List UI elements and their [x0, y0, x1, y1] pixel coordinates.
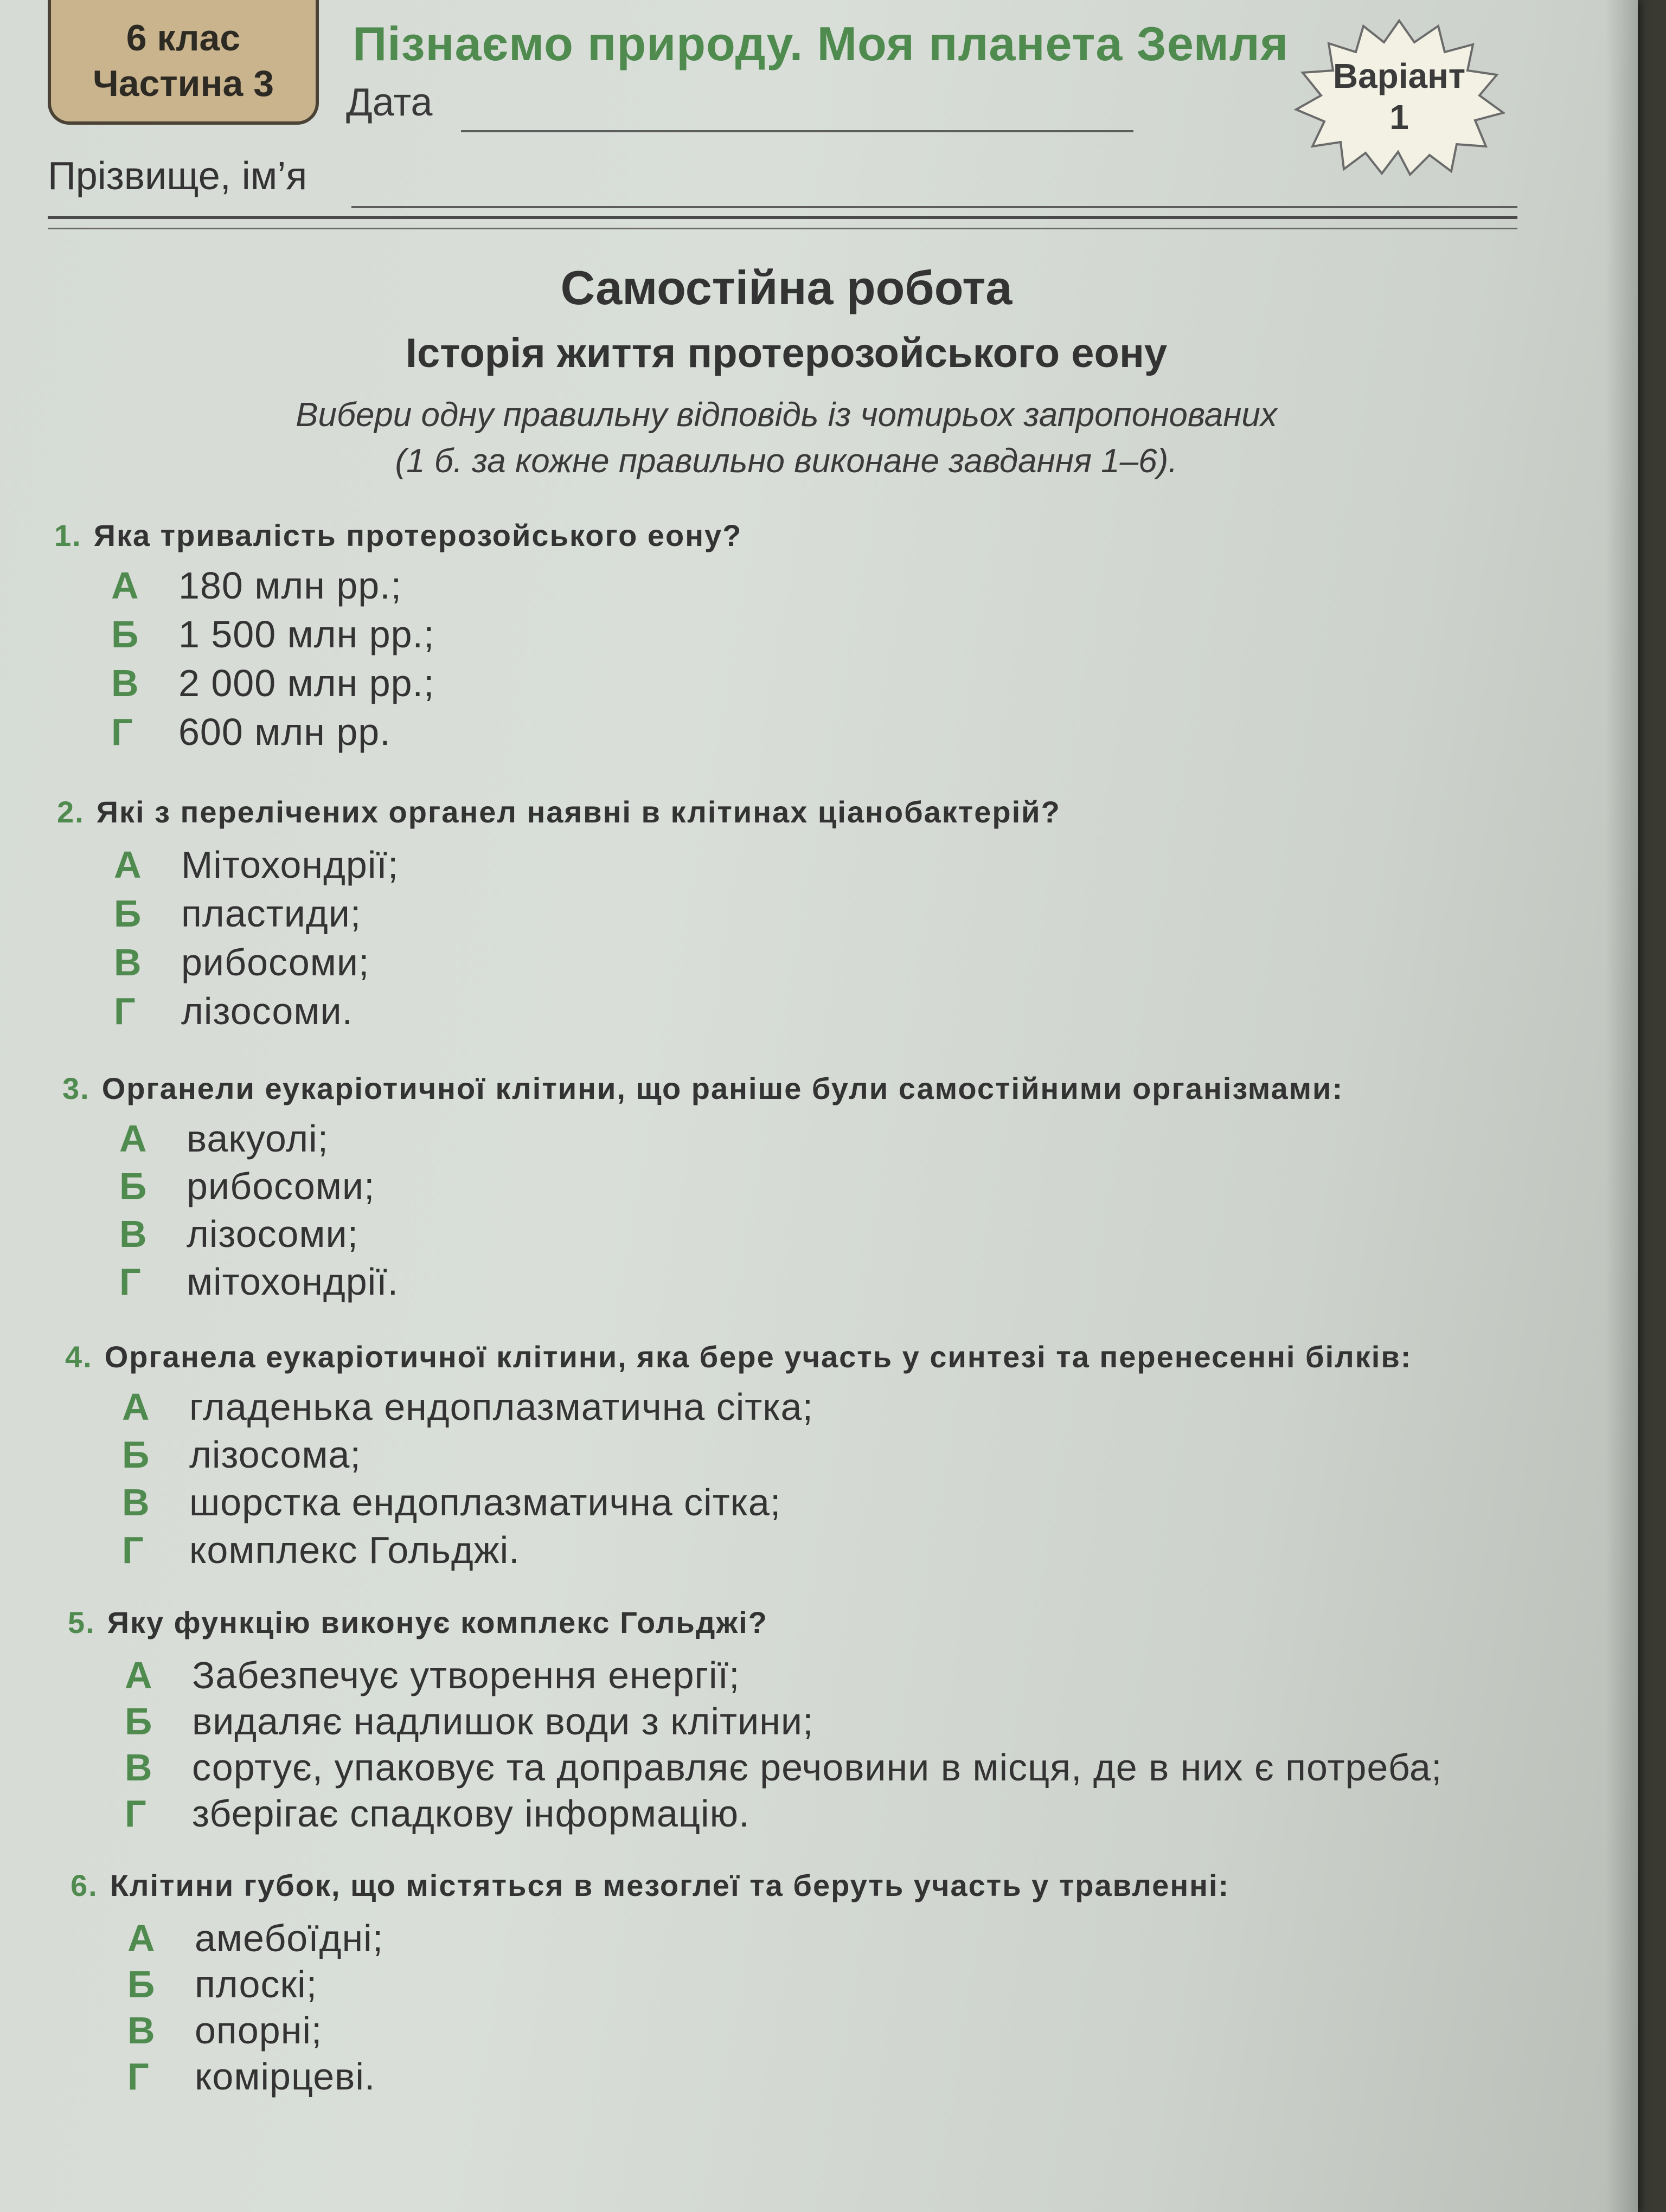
question-6 — [71, 1868, 1229, 1903]
page-subtitle: Історія життя протерозойського еону — [405, 330, 1168, 376]
question-text: Клітини губок, що містяться в мезоглеї та беруть участь у травленні: — [110, 1868, 1230, 1902]
option-text: опорні; — [195, 2009, 323, 2052]
page-title: Самостійна робота — [560, 261, 1013, 314]
name-field[interactable] — [351, 206, 1517, 208]
question-number: 5. — [68, 1605, 95, 1639]
option-5a[interactable] — [125, 1654, 740, 1697]
option-text: комірцеві. — [195, 2055, 376, 2098]
instructions-line-2: (1 б. за кожне правильно виконане завдання 1–6). — [395, 442, 1178, 480]
option-letter: Г — [114, 990, 136, 1032]
option-letter: А — [122, 1386, 150, 1428]
question-text: Яку функцію виконує комплекс Гольджі? — [107, 1605, 768, 1639]
option-text: Забезпечує утворення енергії; — [192, 1654, 740, 1696]
option-letter: Б — [125, 1700, 152, 1742]
option-letter: Б — [122, 1433, 150, 1476]
grade-badge — [48, 0, 319, 125]
option-3d[interactable] — [119, 1260, 399, 1303]
option-text: рибосоми; — [187, 1165, 375, 1207]
option-text: гладенька ендоплазматична сітка; — [189, 1386, 813, 1428]
option-5d[interactable] — [125, 1792, 750, 1835]
option-2b[interactable] — [114, 892, 361, 935]
option-text: рибосоми; — [181, 941, 370, 983]
option-2c[interactable] — [114, 941, 369, 984]
option-4d[interactable] — [122, 1528, 520, 1572]
question-number: 2. — [57, 795, 85, 829]
option-text: амебоїдні; — [195, 1917, 384, 1959]
option-letter: Б — [114, 892, 142, 935]
page-edge-shadow — [1605, 0, 1638, 2212]
option-letter: А — [119, 1117, 147, 1160]
option-text: мітохондрії. — [187, 1261, 399, 1303]
option-letter: В — [111, 662, 139, 704]
option-2a[interactable] — [114, 843, 399, 886]
option-6c[interactable] — [127, 2009, 322, 2052]
option-6a[interactable] — [127, 1917, 383, 1960]
question-text: Яка тривалість протерозойського еону? — [93, 518, 742, 552]
option-text: 1 500 млн рр.; — [178, 613, 435, 655]
option-letter: В — [122, 1481, 150, 1523]
question-text: Органела еукаріотичної клітини, яка бере участь у синтезі та перенесенні білків: — [104, 1340, 1412, 1374]
variant-number: 1 — [1389, 98, 1409, 137]
date-field[interactable] — [461, 130, 1133, 132]
variant-label: Варіант — [1332, 56, 1466, 95]
date-label: Дата — [346, 81, 433, 124]
question-5 — [68, 1605, 768, 1640]
option-text: сортує, упаковує та доправляє речовини в місця, де в них є потреба; — [192, 1746, 1443, 1789]
question-4 — [65, 1339, 1412, 1374]
option-text: лізосоми; — [187, 1213, 359, 1255]
header-divider — [48, 216, 1517, 219]
header-divider-thin — [48, 228, 1517, 229]
option-letter: А — [111, 564, 139, 607]
option-1c[interactable] — [111, 661, 434, 705]
option-letter: В — [125, 1746, 152, 1789]
option-text: 600 млн рр. — [178, 711, 391, 753]
option-letter: Б — [119, 1165, 147, 1207]
option-text: 180 млн рр.; — [178, 564, 402, 607]
option-letter: А — [127, 1917, 155, 1959]
question-number: 1. — [54, 518, 82, 552]
option-3b[interactable] — [119, 1165, 375, 1208]
option-5b[interactable] — [125, 1700, 813, 1743]
option-6d[interactable] — [127, 2055, 375, 2098]
option-letter: Г — [119, 1261, 141, 1303]
option-text: вакуолі; — [187, 1117, 329, 1160]
option-text: шорстка ендоплазматична сітка; — [189, 1481, 781, 1523]
course-title: Пізнаємо природу. Моя планета Земля — [353, 17, 1289, 70]
option-1b[interactable] — [111, 613, 434, 656]
option-letter: Г — [122, 1529, 144, 1571]
option-letter: В — [119, 1213, 147, 1255]
grade-label: 6 клас — [126, 17, 241, 59]
question-3 — [62, 1071, 1343, 1106]
variant-badge — [1291, 16, 1508, 179]
option-text: зберігає спадкову інформацію. — [192, 1792, 750, 1835]
question-number: 4. — [65, 1340, 93, 1374]
question-number: 3. — [62, 1071, 90, 1105]
option-letter: Б — [111, 613, 139, 655]
instructions-line-1: Вибери одну правильну відповідь із чотирьох запропонованих — [296, 396, 1277, 434]
question-text: Які з перелічених органел наявні в клітинах ціанобактерій? — [96, 795, 1061, 829]
option-4b[interactable] — [122, 1433, 361, 1476]
option-3c[interactable] — [119, 1212, 358, 1256]
option-letter: Г — [125, 1792, 146, 1835]
option-letter: В — [127, 2009, 155, 2052]
option-text: видаляє надлишок води з клітини; — [192, 1700, 814, 1742]
option-2d[interactable] — [114, 989, 353, 1033]
question-text: Органели еукаріотичної клітини, що раніше були самостійними організмами: — [101, 1071, 1344, 1105]
option-4c[interactable] — [122, 1481, 781, 1524]
option-letter: А — [114, 844, 142, 886]
part-label: Частина 3 — [92, 63, 274, 104]
question-number: 6. — [71, 1868, 98, 1902]
option-text: лізосома; — [189, 1433, 361, 1476]
option-letter: А — [125, 1654, 152, 1696]
option-1d[interactable] — [111, 710, 391, 754]
option-3a[interactable] — [119, 1117, 329, 1160]
option-text: плоскі; — [195, 1963, 318, 2005]
option-text: пластиди; — [181, 892, 362, 935]
option-letter: Б — [127, 1963, 155, 2005]
name-label: Прізвище, ім’я — [48, 155, 307, 198]
question-1 — [54, 518, 742, 553]
option-1a[interactable] — [111, 564, 402, 607]
option-text: 2 000 млн рр.; — [178, 662, 435, 704]
option-letter: В — [114, 941, 142, 983]
option-letter: Г — [111, 711, 133, 753]
option-4a[interactable] — [122, 1385, 813, 1429]
option-6b[interactable] — [127, 1963, 317, 2006]
option-5c[interactable] — [125, 1746, 1442, 1789]
option-letter: Г — [127, 2055, 149, 2098]
option-text: комплекс Гольджі. — [189, 1529, 520, 1571]
option-text: лізосоми. — [181, 990, 354, 1032]
option-text: Мітохондрії; — [181, 844, 399, 886]
question-2 — [57, 794, 1061, 829]
